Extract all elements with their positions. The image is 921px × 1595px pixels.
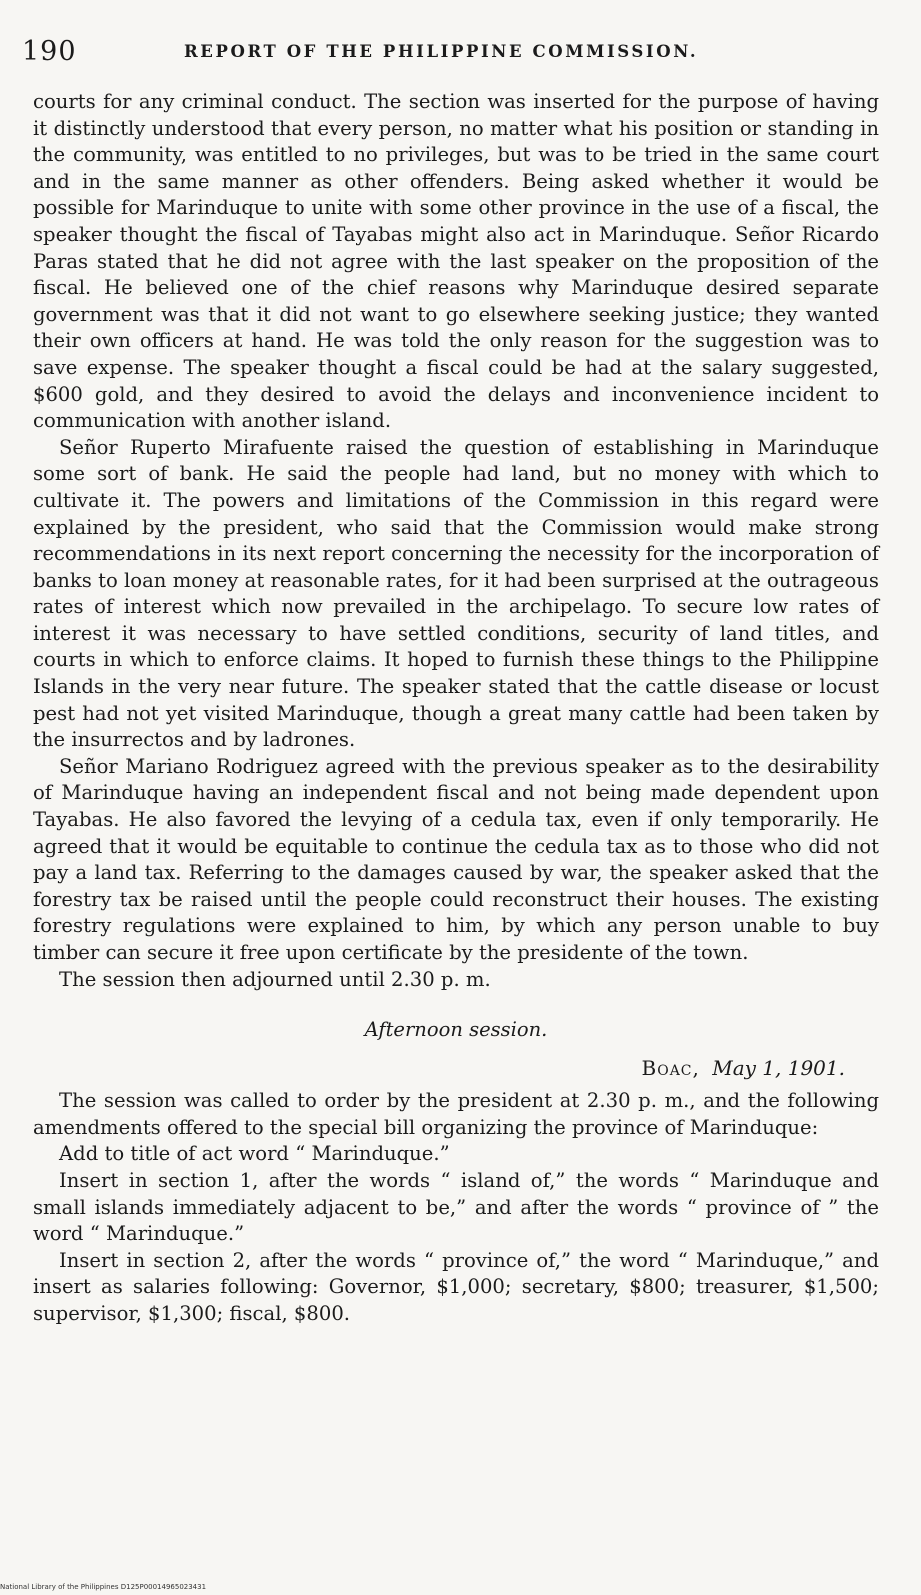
paragraph-amendment-section-1: Insert in section 1, after the words “ island of,” the words “ Marinduque and small islands immediately adjacent to be,” and after the words “ province of ” the word “ Marinduque.” <box>33 1168 879 1246</box>
paragraph-amendment-title: Add to title of act word “ Marinduque.” <box>59 1142 450 1166</box>
page-number: 190 <box>22 36 77 67</box>
dateline-date: May 1, 1901. <box>712 1056 845 1081</box>
paragraph-call-to-order: The session was called to order by the president at 2.30 p. m., and the following amendments offered to the special bill organizing the province of Marinduque: <box>33 1089 879 1139</box>
paragraph-adjournment: The session then adjourned until 2.30 p. m. <box>59 967 491 991</box>
paragraph-rodriguez: Señor Mariano Rodriguez agreed with the previous speaker as to the desirability of Marinduque having an independent fiscal and not being made dependent upon Tayabas. He also favored the levying of a cedula tax, even if only temporarily. He agreed that it would be equitable to continue the cedula tax as to those who did not pay a land tax. Referring to the damages caused by war, the speaker asked that the forestry tax be raised until the people could reconstruct their houses. The existing forestry regulations were explained to him, by which any person unable to buy timber can secure it free upon certificate by the presidente of the town. <box>33 754 879 964</box>
page-header <box>22 36 891 70</box>
scan-footer: National Library of the Philippines D125P00014965023431 <box>0 1583 207 1591</box>
running-head: REPORT OF THE PHILIPPINE COMMISSION. <box>184 42 699 61</box>
paragraph-continuation: courts for any criminal conduct. The section was inserted for the purpose of having it distinctly understood that every person, no matter what his position or standing in the community, was entitled to no privileges, but was to be tried in the same court and in the same manner as other offenders. Being asked whether it would be possible for Marinduque to unite with some other province in the use of a fiscal, the speaker thought the fiscal of Tayabas might also act in Marinduque. Señor Ricardo Paras stated that he did not agree with the last speaker on the proposition of the fiscal. He believed one of the chief reasons why Marinduque desired separate government was that it did not want to go elsewhere seeking justice; they wanted their own officers at hand. He was told the only reason for the suggestion was to save expense. The speaker thought a fiscal could be had at the salary suggested, $600 gold, and they desired to avoid the delays and inconvenience incident to communication with another island. <box>33 90 879 433</box>
dateline <box>33 1054 879 1082</box>
body-text <box>33 89 879 1328</box>
paragraph-amendment-section-2: Insert in section 2, after the words “ province of,” the word “ Marinduque,” and insert as salaries following: Governor, $1,000; secretary, $800; treasurer, $1,500; supervisor, $1,300; fiscal, $800. <box>33 1248 879 1325</box>
dateline-place: Boac, <box>641 1056 700 1081</box>
section-heading: Afternoon session. <box>364 1018 548 1042</box>
paragraph-mirafuente: Señor Ruperto Mirafuente raised the question of establishing in Marinduque some sort of bank. He said the people had land, but no money with which to cultivate it. The powers and limitations of the Commission in this regard were explained by the president, who said that the Commission would make strong recommendations in its next report concerning the necessity for the incorporation of banks to loan money at reasonable rates, for it had been surprised at the outrageous rates of interest which now prevailed in the archipelago. To secure low rates of interest it was necessary to have settled conditions, security of land titles, and courts in which to enforce claims. It hoped to furnish these things to the Philippine Islands in the very near future. The speaker stated that the cattle disease or locust pest had not yet visited Marinduque, though a great many cattle had been taken by the insurrectos and by ladrones. <box>33 435 879 752</box>
